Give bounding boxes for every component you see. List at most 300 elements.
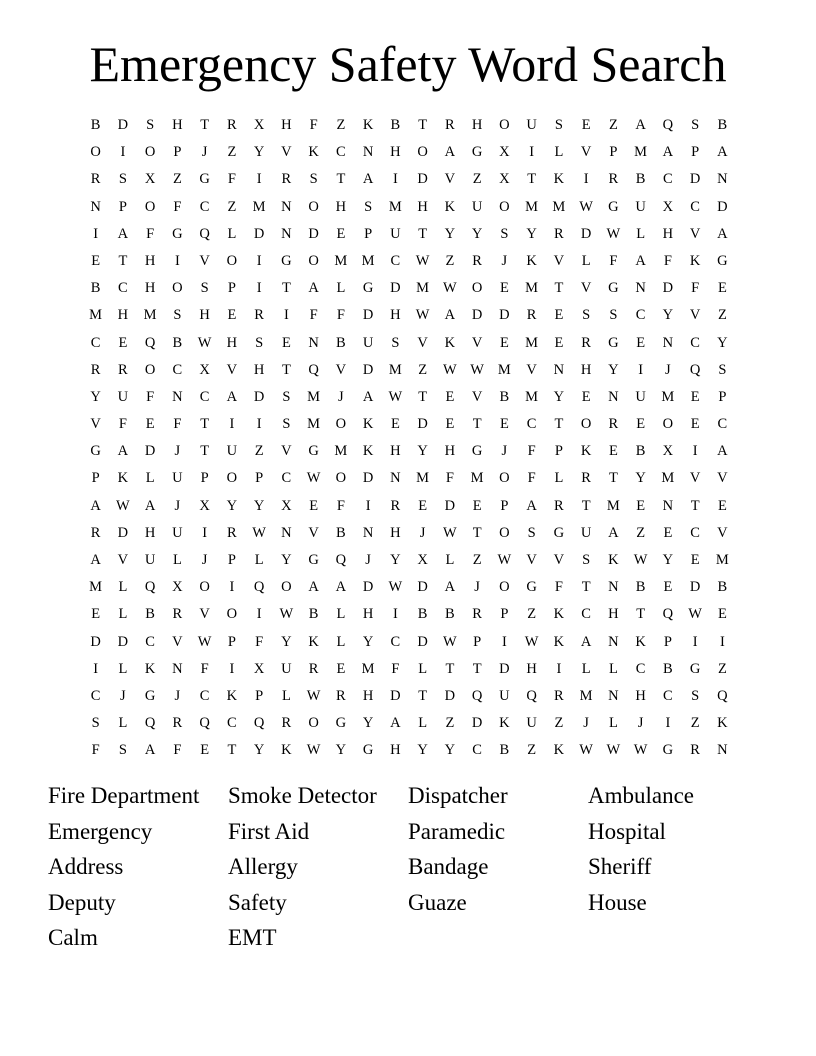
grid-letter: A [362, 388, 374, 405]
grid-letter: Y [90, 388, 101, 405]
grid-letter: K [144, 660, 156, 677]
grid-row [82, 548, 736, 575]
grid-row [82, 140, 736, 167]
grid-letter: O [226, 470, 238, 487]
word-list-item: Allergy [228, 854, 298, 879]
grid-letter: A [226, 388, 238, 405]
grid-letter: A [608, 524, 619, 541]
grid-letter: B [390, 117, 401, 133]
grid-letter: F [609, 252, 618, 269]
grid-letter: W [497, 552, 512, 568]
grid-letter: Q [335, 552, 347, 568]
grid-letter: S [255, 334, 264, 351]
word-list-item: Ambulance [588, 783, 695, 808]
grid-letter: Q [199, 225, 210, 242]
grid-letter: N [281, 225, 292, 242]
grid-letter: O [335, 470, 347, 487]
word-list-item: EMT [228, 925, 277, 950]
grid-letter: U [362, 334, 374, 351]
grid-letter: D [308, 225, 319, 242]
grid-letter: F [146, 388, 155, 405]
grid-letter: X [281, 497, 292, 514]
grid-letter: G [471, 144, 483, 161]
grid-letter: S [718, 361, 727, 378]
grid-row [82, 738, 736, 765]
grid-letter: O [662, 416, 674, 433]
grid-row [82, 249, 736, 276]
grid-letter: Y [362, 715, 374, 732]
grid-letter: B [417, 606, 428, 623]
grid-letter: P [691, 144, 700, 161]
grid-letter: Y [417, 443, 428, 460]
grid-row [82, 358, 736, 385]
grid-letter: W [388, 579, 403, 596]
grid-letter: P [500, 606, 509, 623]
grid-letter: C [581, 606, 591, 623]
grid-letter: J [501, 443, 508, 460]
grid-letter: W [443, 280, 457, 297]
grid-row [82, 711, 736, 738]
grid-letter: S [91, 715, 100, 732]
grid-letter: D [417, 171, 428, 188]
grid-letter: U [226, 443, 238, 460]
grid-letter: M [470, 470, 484, 487]
grid-letter: R [690, 742, 700, 759]
grid-letter: R [227, 524, 237, 541]
grid-letter: O [417, 144, 428, 161]
word-list-item: Smoke Detector [228, 783, 377, 808]
grid-letter: T [581, 579, 591, 596]
grid-letter: U [172, 524, 183, 541]
grid-letter: R [90, 361, 101, 378]
grid-letter: M [416, 470, 430, 487]
grid-letter: H [390, 307, 401, 324]
grid-letter: A [390, 715, 401, 732]
grid-letter: T [200, 117, 210, 133]
grid-letter: L [254, 552, 264, 568]
grid-letter: J [501, 252, 508, 269]
grid-letter: S [500, 225, 509, 242]
grid-letter: V [471, 334, 483, 351]
word-list-item: Paramedic [408, 818, 506, 844]
grid-letter: P [118, 198, 127, 215]
grid-letter: N [635, 280, 646, 297]
grid-letter: P [91, 470, 100, 487]
grid-letter: V [117, 552, 129, 568]
grid-letter: J [637, 715, 644, 732]
grid-letter: I [256, 416, 262, 433]
grid-letter: R [581, 470, 591, 487]
grid-letter: Y [471, 225, 483, 242]
grid-letter: R [172, 606, 183, 623]
grid-letter: S [200, 280, 209, 297]
grid-letter: I [501, 633, 507, 650]
grid-letter: D [444, 497, 456, 514]
grid-letter: F [445, 470, 454, 487]
grid-letter: B [90, 117, 101, 133]
grid-letter: L [581, 252, 591, 269]
grid-letter: S [609, 307, 618, 324]
grid-letter: H [281, 117, 292, 133]
grid-letter: N [281, 524, 292, 541]
grid-letter: W [306, 687, 321, 704]
grid-letter: G [608, 334, 619, 351]
grid-letter: G [717, 252, 728, 269]
grid-letter: G [553, 524, 565, 541]
grid-letter: K [117, 470, 129, 487]
grid-letter: P [227, 552, 236, 568]
grid-letter: K [635, 633, 646, 650]
grid-letter: M [334, 252, 348, 269]
grid-letter: Y [444, 742, 456, 759]
grid-letter: N [172, 660, 183, 677]
grid-letter: O [308, 715, 319, 732]
grid-letter: V [689, 225, 701, 242]
grid-letter: J [419, 524, 426, 541]
word-list-item: Dispatcher [408, 783, 508, 808]
grid-letter: M [307, 388, 321, 405]
grid-letter: I [229, 416, 235, 433]
grid-letter: J [174, 687, 181, 704]
grid-letter: Y [662, 307, 674, 324]
grid-letter: P [173, 144, 182, 161]
grid-letter: N [308, 334, 319, 351]
grid-letter: H [390, 742, 401, 759]
grid-letter: P [227, 280, 236, 297]
grid-letter: G [362, 280, 374, 297]
grid-letter: O [499, 198, 510, 215]
grid-letter: Z [717, 307, 727, 324]
grid-letter: Z [608, 117, 618, 133]
grid-letter: Y [390, 552, 401, 568]
grid-letter: N [717, 742, 728, 759]
grid-letter: D [117, 117, 129, 133]
grid-row [82, 331, 736, 358]
grid-letter: Z [554, 715, 564, 732]
grid-letter: O [199, 579, 210, 596]
grid-letter: I [283, 307, 289, 324]
grid-letter: Y [662, 552, 674, 568]
grid-letter: S [582, 552, 591, 568]
grid-letter: Y [717, 334, 728, 351]
grid-letter: H [117, 307, 129, 324]
grid-letter: H [362, 606, 374, 623]
grid-row [82, 167, 736, 194]
grid-letter: Z [690, 715, 700, 732]
grid-letter: W [197, 334, 212, 351]
grid-letter: D [117, 524, 129, 541]
grid-letter: H [444, 443, 456, 460]
grid-letter: M [525, 198, 539, 215]
grid-letter: E [118, 334, 128, 351]
grid-letter: S [582, 307, 591, 324]
grid-letter: B [90, 280, 101, 297]
grid-letter: U [390, 225, 401, 242]
grid-letter: C [690, 198, 700, 215]
grid-letter: K [689, 252, 701, 269]
grid-letter: F [336, 497, 345, 514]
grid-letter: T [554, 416, 564, 433]
grid-letter: M [661, 388, 675, 405]
grid-letter: A [635, 252, 646, 269]
grid-letter: Z [254, 443, 264, 460]
grid-letter: V [199, 252, 210, 269]
page-title: Emergency Safety Word Search [89, 36, 727, 92]
grid-letter: A [117, 443, 129, 460]
grid-letter: P [663, 633, 672, 650]
grid-letter: R [472, 252, 482, 269]
grid-letter: X [499, 171, 510, 188]
grid-letter: F [118, 416, 127, 433]
grid-letter: I [692, 443, 698, 460]
grid-letter: Y [226, 497, 238, 514]
grid-letter: O [335, 416, 347, 433]
grid-letter: I [93, 660, 99, 677]
grid-letter: F [554, 579, 563, 596]
grid-letter: I [229, 660, 235, 677]
grid-letter: E [227, 307, 237, 324]
grid-letter: S [691, 687, 700, 704]
grid-letter: B [336, 334, 346, 351]
grid-letter: B [635, 579, 646, 596]
grid-letter: M [525, 388, 539, 405]
grid-letter: T [581, 497, 591, 514]
grid-letter: E [663, 579, 673, 596]
grid-letter: E [499, 416, 509, 433]
grid-letter: W [443, 361, 457, 378]
grid-letter: L [336, 633, 346, 650]
grid-row [82, 494, 736, 521]
grid-letter: M [715, 552, 729, 568]
grid-letter: I [93, 225, 99, 242]
grid-letter: E [636, 497, 646, 514]
word-list-item: Hospital [588, 818, 666, 844]
grid-letter: N [362, 144, 374, 161]
grid-letter: W [633, 552, 648, 568]
grid-letter: F [309, 307, 318, 324]
grid-letter: D [362, 307, 374, 324]
grid-letter: C [635, 660, 646, 677]
grid-letter: H [580, 361, 592, 378]
grid-letter: R [526, 307, 537, 324]
grid-row [82, 439, 736, 466]
grid-letter: R [390, 497, 401, 514]
grid-letter: R [608, 416, 619, 433]
grid-letter: D [117, 633, 129, 650]
grid-letter: O [308, 198, 319, 215]
grid-letter: O [308, 252, 319, 269]
grid-letter: M [661, 470, 675, 487]
grid-row [82, 412, 736, 439]
grid-letter: V [553, 252, 565, 269]
grid-letter: V [335, 361, 347, 378]
grid-letter: K [580, 443, 592, 460]
grid-letter: U [172, 470, 183, 487]
grid-letter: A [635, 117, 646, 133]
grid-letter: V [281, 443, 292, 460]
grid-letter: M [361, 252, 375, 269]
grid-letter: D [580, 225, 592, 242]
grid-letter: G [144, 687, 156, 704]
grid-letter: G [689, 660, 701, 677]
grid-letter: M [388, 198, 402, 215]
grid-letter: P [609, 144, 618, 161]
grid-letter: A [662, 144, 674, 161]
grid-letter: H [635, 687, 646, 704]
grid-letter: R [227, 117, 237, 133]
grid-letter: Z [336, 117, 346, 133]
grid-letter: A [444, 579, 456, 596]
word-list-item: First Aid [228, 818, 310, 844]
grid-letter: U [499, 687, 510, 704]
grid-letter: D [689, 171, 701, 188]
grid-letter: I [665, 715, 671, 732]
grid-letter: O [144, 361, 156, 378]
grid-letter: H [199, 307, 210, 324]
grid-letter: W [306, 742, 321, 759]
grid-letter: G [308, 443, 319, 460]
grid-letter: M [334, 443, 348, 460]
grid-letter: W [197, 633, 212, 650]
grid-letter: Z [418, 361, 428, 378]
grid-letter: J [201, 552, 208, 568]
grid-letter: F [309, 117, 318, 133]
grid-letter: V [308, 524, 319, 541]
grid-letter: B [717, 117, 728, 133]
grid-letter: A [117, 225, 129, 242]
grid-letter: N [662, 497, 674, 514]
grid-letter: O [499, 579, 510, 596]
grid-letter: D [90, 633, 101, 650]
grid-letter: S [527, 524, 536, 541]
grid-row [82, 276, 736, 303]
grid-letter: X [144, 171, 156, 188]
grid-letter: Q [717, 687, 728, 704]
grid-letter: Y [608, 361, 619, 378]
grid-letter: C [281, 470, 292, 487]
word-list [48, 778, 788, 956]
grid-letter: F [91, 742, 100, 759]
grid-letter: L [636, 225, 646, 242]
grid-letter: S [554, 117, 563, 133]
grid-letter: U [635, 198, 646, 215]
grid-letter: Q [253, 715, 265, 732]
grid-letter: B [445, 606, 455, 623]
grid-letter: E [608, 443, 618, 460]
grid-letter: D [417, 579, 428, 596]
grid-letter: I [692, 633, 698, 650]
grid-letter: P [200, 470, 209, 487]
grid-letter: A [717, 225, 728, 242]
grid-letter: C [663, 687, 673, 704]
grid-letter: L [118, 579, 128, 596]
grid-letter: U [471, 198, 483, 215]
word-list-item: Safety [228, 889, 287, 915]
grid-letter: P [500, 497, 509, 514]
grid-letter: E [499, 280, 509, 297]
grid-letter: F [391, 660, 400, 677]
grid-letter: B [336, 524, 346, 541]
grid-letter: K [553, 171, 565, 188]
grid-letter: A [335, 579, 347, 596]
grid-letter: L [445, 552, 455, 568]
grid-letter: G [526, 579, 537, 596]
grid-letter: L [418, 715, 428, 732]
grid-letter: E [200, 742, 210, 759]
grid-letter: I [256, 252, 262, 269]
grid-letter: V [689, 307, 701, 324]
grid-letter: I [392, 606, 398, 623]
grid-letter: L [336, 280, 346, 297]
grid-letter: E [663, 524, 673, 541]
grid-letter: D [689, 579, 701, 596]
grid-letter: B [499, 742, 510, 759]
grid-letter: K [526, 252, 537, 269]
grid-letter: A [308, 579, 319, 596]
grid-letter: A [526, 497, 537, 514]
grid-letter: F [227, 171, 236, 188]
grid-letter: Z [636, 524, 646, 541]
grid-letter: M [525, 280, 539, 297]
grid-letter: X [199, 497, 210, 514]
grid-letter: T [636, 606, 646, 623]
grid-letter: D [444, 687, 456, 704]
grid-letter: K [553, 742, 565, 759]
grid-letter: I [120, 144, 126, 161]
grid-letter: T [472, 660, 482, 677]
grid-letter: V [580, 280, 592, 297]
grid-letter: D [662, 280, 674, 297]
grid-letter: V [199, 606, 210, 623]
grid-letter: N [608, 687, 619, 704]
grid-letter: Y [635, 470, 646, 487]
grid-letter: V [226, 361, 238, 378]
grid-letter: W [252, 524, 266, 541]
grid-letter: T [690, 497, 700, 514]
grid-letter: O [499, 524, 510, 541]
grid-letter: J [474, 579, 480, 596]
grid-letter: P [227, 633, 236, 650]
grid-letter: C [90, 334, 101, 351]
grid-letter: X [172, 579, 183, 596]
grid-letter: L [145, 470, 155, 487]
grid-letter: R [336, 687, 346, 704]
grid-letter: C [690, 524, 700, 541]
grid-letter: I [529, 144, 535, 161]
grid-letter: L [281, 687, 291, 704]
grid-letter: G [308, 552, 319, 568]
grid-letter: O [281, 579, 292, 596]
grid-letter: M [552, 198, 566, 215]
grid-letter: R [554, 687, 564, 704]
grid-letter: V [90, 416, 101, 433]
grid-letter: L [227, 225, 237, 242]
grid-letter: R [472, 606, 482, 623]
grid-letter: F [173, 742, 182, 759]
grid-letter: S [118, 742, 127, 759]
grid-letter: M [497, 361, 511, 378]
grid-letter: I [256, 171, 262, 188]
grid-letter: E [581, 117, 591, 133]
grid-letter: W [116, 497, 130, 514]
grid-letter: T [336, 171, 346, 188]
grid-letter: E [336, 225, 346, 242]
grid-letter: T [281, 280, 291, 297]
grid-letter: E [281, 334, 291, 351]
grid-letter: S [309, 171, 318, 188]
grid-letter: I [556, 660, 562, 677]
grid-letter: X [662, 443, 674, 460]
